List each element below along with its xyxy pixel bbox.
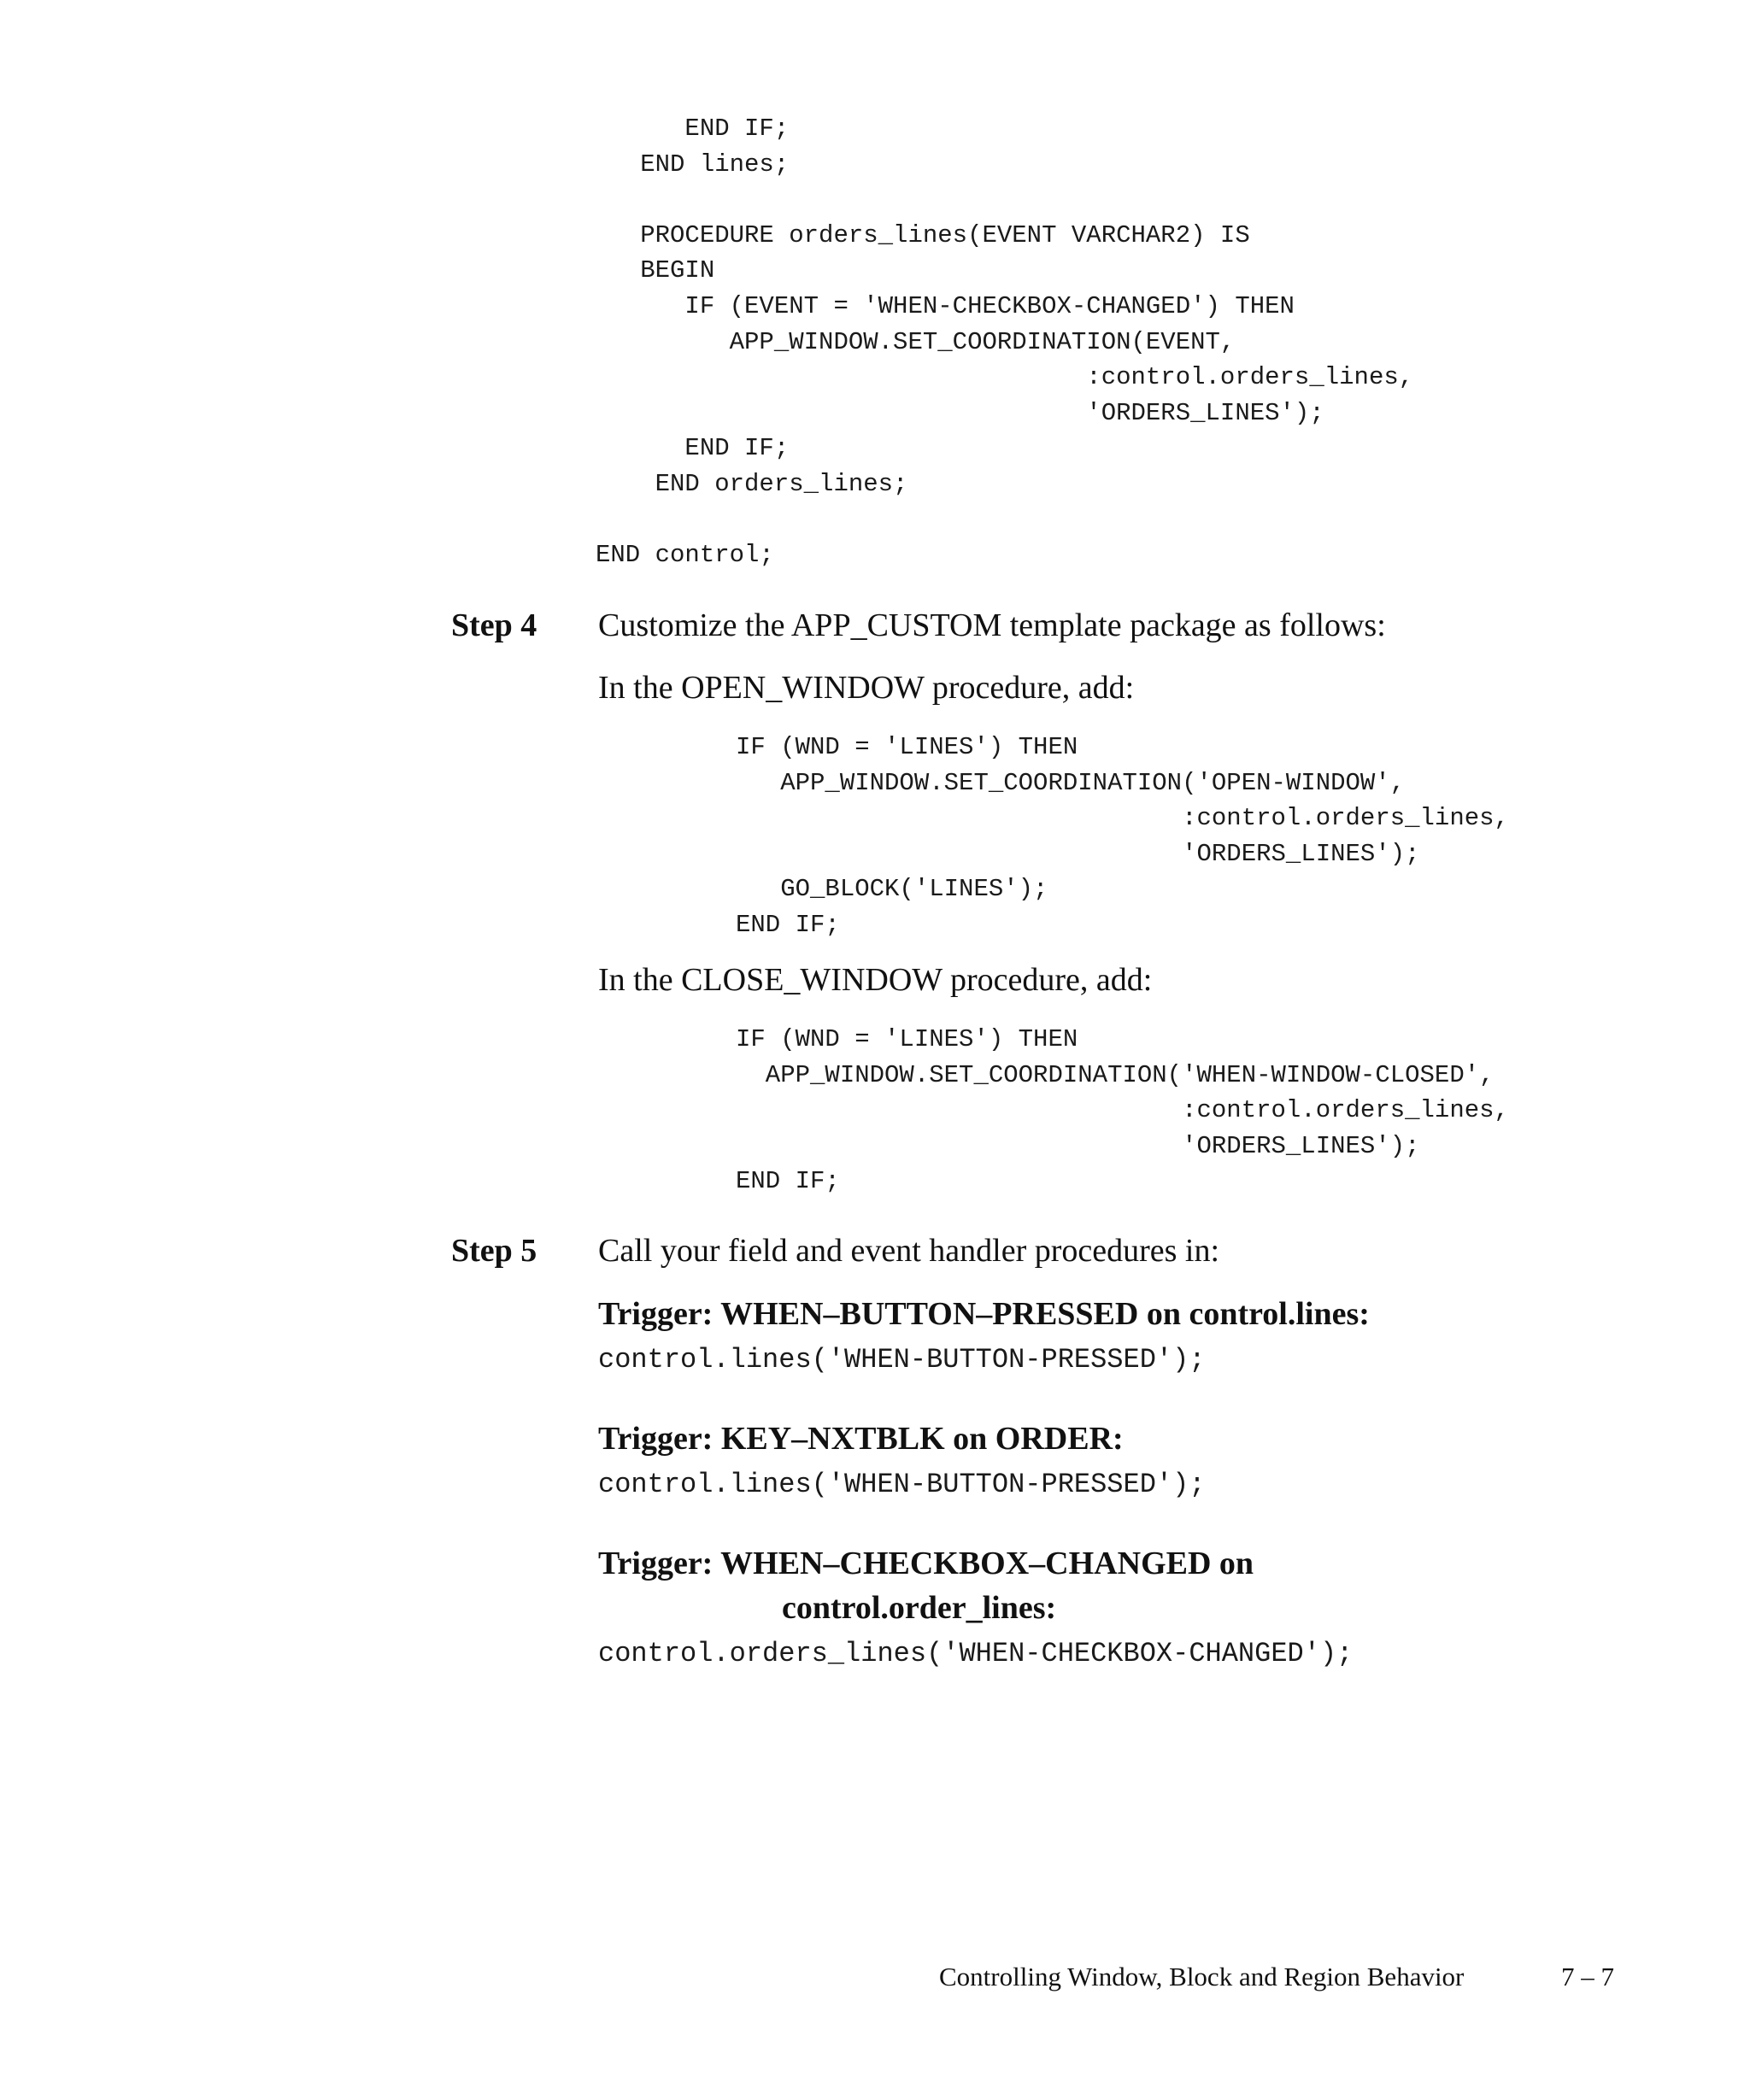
code-line (596, 182, 1413, 218)
step-4-label: Step 4 (451, 607, 537, 643)
trigger-code: control.lines('WHEN-BUTTON-PRESSED'); (598, 1344, 1206, 1376)
open-window-intro: In the OPEN_WINDOW procedure, add: (598, 670, 1135, 706)
code-line: IF (EVENT = 'WHEN-CHECKBOX-CHANGED') THEN (596, 291, 1295, 320)
code-line (596, 502, 1413, 538)
code-line: 'ORDERS_LINES'); (736, 839, 1420, 868)
trigger-heading-text: Trigger: WHEN–BUTTON–PRESSED on control.lines: (598, 1296, 1370, 1332)
trigger-heading-text: Trigger: KEY–NXTBLK on ORDER: (598, 1421, 1124, 1457)
code-line: END lines; (596, 150, 790, 179)
code-line: BEGIN (596, 256, 715, 285)
trigger-heading (598, 1541, 1254, 1630)
code-line: END IF; (736, 910, 840, 939)
trigger-heading-continuation: control.order_lines: (782, 1590, 1057, 1626)
code-block-close-window (736, 1022, 1509, 1200)
code-block-open-window (736, 730, 1509, 943)
code-line: APP_WINDOW.SET_COORDINATION(EVENT, (596, 327, 1236, 356)
step-4-intro: Customize the APP_CUSTOM template package as follows: (598, 607, 1386, 643)
trigger-code: control.orders_lines('WHEN-CHECKBOX-CHANGED'); (598, 1638, 1354, 1669)
trigger-heading (598, 1417, 1124, 1461)
code-line: APP_WINDOW.SET_COORDINATION('OPEN-WINDOW', (736, 768, 1406, 797)
code-block-control-package (596, 111, 1413, 573)
code-line: END control; (596, 541, 774, 570)
footer-chapter-title: Controlling Window, Block and Region Behavior (939, 1962, 1465, 1991)
code-line: 'ORDERS_LINES'); (736, 1131, 1420, 1160)
code-line: END IF; (596, 114, 790, 143)
step-5-label: Step 5 (451, 1233, 537, 1269)
code-line: END IF; (596, 434, 790, 463)
code-line: IF (WND = 'LINES') THEN (736, 1025, 1078, 1053)
trigger-heading (598, 1292, 1370, 1336)
trigger-code: control.lines('WHEN-BUTTON-PRESSED'); (598, 1469, 1206, 1500)
code-line: END orders_lines; (596, 469, 908, 498)
close-window-intro: In the CLOSE_WINDOW procedure, add: (598, 962, 1153, 998)
code-line: PROCEDURE orders_lines(EVENT VARCHAR2) IS (596, 220, 1250, 249)
code-line: :control.orders_lines, (596, 363, 1414, 392)
code-line: :control.orders_lines, (736, 1096, 1509, 1125)
code-line: 'ORDERS_LINES'); (596, 398, 1324, 427)
code-line: APP_WINDOW.SET_COORDINATION('WHEN-WINDOW-CLOSED', (736, 1060, 1495, 1089)
code-line: IF (WND = 'LINES') THEN (736, 733, 1078, 761)
code-line: :control.orders_lines, (736, 804, 1509, 833)
code-line: END IF; (736, 1167, 840, 1196)
step-5-intro: Call your field and event handler procedures in: (598, 1233, 1220, 1269)
code-line: GO_BLOCK('LINES'); (736, 875, 1048, 904)
trigger-heading-text: Trigger: WHEN–CHECKBOX–CHANGED on (598, 1546, 1254, 1581)
footer-page-number: 7 – 7 (1561, 1962, 1614, 1991)
